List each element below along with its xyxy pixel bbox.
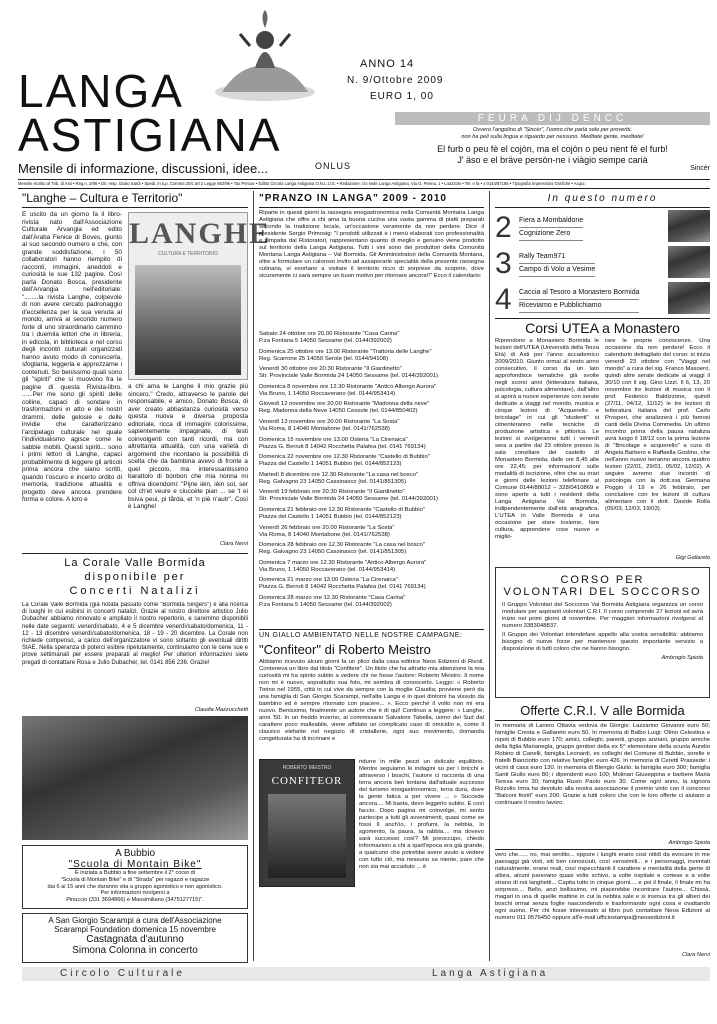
pranzo-event bbox=[259, 542, 484, 556]
toc-item-titles bbox=[519, 215, 583, 241]
toc-photo-3 bbox=[668, 282, 710, 314]
toc-item-titles bbox=[519, 287, 639, 313]
offerte-text: In memoria di Lanero Ottavia vedova de Giorgis: Lazzarino Giovanni euro 50; famiglie Cresta e Gallareto euro 50. In memoria di Balbo Luigi: Olmo Celestina e nipoti di Bubbio euro 170; amici, colleghi, parenti, gruppo anziani, gruppo amiche della figlia Marianegla, gruppo genitori della ex 5^ elementare della scuola Aurelio Robino di Canelli, famiglia Leonardi, ex colleghi del Comune di Bubbio, sorelle e fratelli Bianciotto con relative famiglie: euro 426. In memoria di Ceretti Prassede: i vicini di casa euro 130. In memoria di Blengio Giulio: la famiglia euro 300; famiglia Santi Giulio euro 80; i dipendenti euro 100; Molinari Giuseppina e barbere Maria Teresa euro 30; famiglia Rusin Paolo euro 30. Come ogni anno, la signora Rizzolio Irma ha devoluto alla nostra associazione il premio vinto con il concorso "Balconi fioriti" euro 200. Grazie a tutti coloro che con le loro offerte ci aiutano a continuare il nostro lavoro. bbox=[495, 723, 710, 806]
langhe-cover-image bbox=[128, 212, 272, 380]
pranzo-event bbox=[259, 472, 484, 486]
confiteor-text-2: ridurre in mille pezzi un delicato equilibrio. Mentre seguiamo le indagini su per i bricchi e attraverso i boschi, l'autore ci racconta di una terra ancora ben lontana dall'attuale successo del turismo enogastronomico, terra dura, dove la gente fatica a per vivere ... » Succede ancora.... Mi basta, devo leggerlo subito. E così faccio. Dopo pagina mi coinvolge, mi sento partecipe a tutti gli avvenimenti, quasi come se fossi lì anch'io, i profumi, la nebbia, lo sgomento, la paura, la rabbia.... ma dovevo sarà successo così? Mi preoccupo, chiedo informazioni a chi a quell'epoca era già grande, a qualcuno che potrebbe avere avuto a vedere con tutto ciò, ma nessuno sa niente, pare che non sia mai accaduto ... è bbox=[359, 759, 484, 870]
langhe-title-rule bbox=[22, 207, 248, 208]
pranzo-event-date: Domenica 25 ottobre ore 13.00 Ristorante "Trattoria delle Langhe" bbox=[259, 348, 432, 355]
pranzo-event-address: Via Roma, 8 14040 Montabone (tel. 0141/762538) bbox=[259, 425, 390, 432]
bubbio-text-2: "Scuola di Montain Bike" e di "Strada" per ragazzi e ragazze bbox=[60, 876, 210, 883]
pranzo-intro: Riparte in questi giorni la rassegna enogastronomica nella Comunità Montana Langa Astigiana che offre a chi ama la buona cucina una vasta gamma di piatti preparati secondo la tradizione locale, un'occasione veramente da non perdere. Dice il presidente Sergio Primosig: "I prodotti utilizzati e i menù elaborati con professionalità e simpatia dai Ristoratori, rappresentano quanto di meglio e genuino viene prodotto sul territorio della Langa Astigiana. Tutti i vini sono dei produttori della Comunità Montana Langa Astigiana – Val Bormida. Gli Amministratori della Comunità Montana, oltre a formulare un caloroso invito ad assaporarle specialità della presente rassegna culinaria, vi esortano a visitare il territorio ricco di sorprese da scoprire, dove sicuramente ci sarà sempre un buon motivo per ritornare ancora!!" Ecco il calendario: bbox=[259, 210, 484, 279]
bubbio-text-4: Per informazioni rivolgersi a bbox=[100, 890, 170, 897]
masthead-title-astigiana: ASTIGIANA bbox=[18, 109, 282, 161]
pranzo-event-address: Piazza G. Berruti 8 14042 Rocchetta Palafea (tel. 0141 769134) bbox=[259, 584, 426, 591]
offerte-rule bbox=[495, 720, 710, 721]
langhe-signature: Clara Nervi bbox=[220, 541, 248, 547]
bubbio-box bbox=[22, 845, 248, 909]
pranzo-event bbox=[259, 419, 484, 433]
feura-proverb-1: El furb o peu fè el cojòn, ma el cojòn o peu nent fè el furb! bbox=[437, 143, 668, 154]
onlus-label: ONLUS bbox=[315, 161, 352, 171]
pranzo-event bbox=[259, 366, 484, 380]
corale-title-3: Concerti Natalizi bbox=[69, 585, 201, 597]
pranzo-event bbox=[259, 437, 484, 451]
confiteor-kicker: UN GIALLO AMBIENTATO NELLE NOSTRE CAMPAGNE: bbox=[259, 632, 463, 639]
pranzo-event-address: Via Roma, 8 14040 Montabone (tel. 0141/762538) bbox=[259, 531, 390, 538]
pranzo-event-date: Sabato 24 ottobre ore 20.00 Ristorante "Casa Carina" bbox=[259, 331, 400, 337]
toc-photo-2 bbox=[668, 246, 710, 278]
pranzo-event-date: Domenica 15 novembre ore 13.00 Osteria "La Cirenaica" bbox=[259, 436, 408, 443]
confiteor-top-rule bbox=[259, 629, 484, 630]
pranzo-event-date: Venerdì 26 febbraio ore 20.00 Ristorante "La Sosta" bbox=[259, 524, 395, 531]
masthead-title-line2 bbox=[18, 109, 282, 161]
pranzo-event bbox=[259, 595, 484, 609]
langhe-cover-photo bbox=[135, 265, 241, 375]
scarampi-text-3: Castagnata d'autunno bbox=[86, 934, 184, 945]
pranzo-event-address: Reg. Galvagno 23 14050 Cassinasco (tel. 0141/851305) bbox=[259, 549, 407, 556]
utea-signature: Gigi Gallareto bbox=[675, 555, 710, 561]
utea-top-rule bbox=[495, 318, 710, 319]
pranzo-event bbox=[259, 454, 484, 468]
pranzo-title-rule bbox=[259, 207, 484, 208]
toc-page-number: 2 bbox=[495, 211, 512, 244]
toc-item-title: Fiera a Mombaldone bbox=[519, 215, 583, 228]
pranzo-event bbox=[259, 560, 484, 574]
pranzo-event-address: Reg. Scarrone 25 14050 Serole (tel. 0144/94108) bbox=[259, 355, 389, 362]
pranzo-event-date: Domenica 22 novembre ore 12.30 Ristorante "Castello di Bubbio" bbox=[259, 454, 430, 461]
feura-box bbox=[395, 112, 710, 180]
utea-title: Corsi UTEA a Monastero bbox=[525, 320, 680, 336]
pranzo-event-date: Domenica 8 novembre ore 12.30 Ristorante "Antico Albergo Aurora" bbox=[259, 383, 437, 390]
scarampi-text-2: Scarampi Foundation domenica 15 novembre bbox=[54, 925, 216, 934]
bubbio-text-3: dai 6 ai 15 anni che daranno vita a gruppo agonistico e non agonistico. bbox=[47, 883, 223, 890]
corale-title-1: La Corale Valle Bormida bbox=[64, 557, 206, 569]
toc-page-number: 4 bbox=[495, 283, 512, 316]
volontari-text-2: Il Gruppo dei Volontari intendefare appello alla vostra sensibilità: abbiamo bisogno di nuove forze per mantenere questo importante servizio a disposizione di tutti coloro che ne hanno bisogno. bbox=[502, 632, 703, 652]
col-divider-1 bbox=[253, 191, 254, 961]
feura-intro-1: Ovvero l'angolino di "Sincèr", l'uomo che parla solo per proverbi, bbox=[472, 127, 633, 133]
langhe-cover-title: LANGHE bbox=[129, 217, 272, 250]
utea-text-col1: Riprendono a Monastero Bormida le lezioni dell'UTEA (Università della Terza Età) di Asti per l'anno accademico 2009/2010. Giunto ormai al sesto anno consecutivo, il corso da un lato approfondisce tematiche già svolte negli scorsi anni (letteratura italiana, psicologia, cultura alimentare), dall'altro si aprirà a nuove esperienze con serate dedicate a viaggi nel mondo, musica e cinque lezioni di "Acquerello e bricolage" in cui gli "studenti" si cimenteranno nelle tecniche di produzione artistica e pittorica. Le lezioni si svolgeranno tutti i venerdì sera a partire dal 23 ottobre presso la sala consiliare del castello di Monastero Bormida, dalle ore 8,45 alle ore 22,45; per informazioni sulle modalità di iscrizione, oltre che su orari e giorni delle lezioni telefonare al Comune 0144/88012 – 328/0410869 e sono aperte a tutti i residenti della Langa Astigiana Val Bormida, indipendentemente dall'età anagrafica. L'UTEA in Valle Bormida è una occasione per stare insieme, fare cultura, apprendere cose nuove e miglio- bbox=[495, 338, 599, 540]
pranzo-event bbox=[259, 384, 484, 398]
confiteor-book-author: ROBERTO MEISTRO bbox=[282, 765, 332, 771]
pranzo-event bbox=[259, 525, 484, 539]
scarampi-text-1: A San Giorgio Scarampi a cura dell'Associazione bbox=[48, 916, 222, 925]
in-questo-numero-rule bbox=[495, 207, 710, 208]
confiteor-book-art bbox=[268, 794, 346, 878]
confiteor-book-title: CONFITEOR bbox=[271, 775, 343, 787]
masthead-subtitle: Mensile di informazione, discussioni, idee... bbox=[18, 161, 269, 176]
toc-item-titles bbox=[519, 251, 595, 277]
confiteor-text-1: Abbiamo ricevuto alcuni giorni fa un plico dalla casa editrice Neos Edizioni di Rivoli. Conteneva un libro dal titolo "Confiteor". Un titolo che ha attratto mia attenzione la mia curiosità mi ha spinto subito a vedere chi ne fosse l'autore: Roberto Meistro. Il nome non mi è nuovo, soprattutto sua foto, mi sembra di conoscerlo. Leggo: « Roberto Torino nel 1955, città in cui vive da sempre con la moglie Claudia; proviene però da una famiglia di San Giorgio Scarampi, nell'alta Langa e in quei dintorni ha vissuto da bambino ed è sempre ritornato con piacere... ». Ecco perché il volto non mi era nuovo. Benissimo, finalmente un autore che è di qui! Continuo a leggere: « Langhe, anni '50. In un freddo inverno, al commissario Salvatore Tabella, uomo del Sud dal carattere poco malleabile, viene affidato un complicato caso di omicidio e, come il classico elefante nel negozio di cristallerie, ogni suo movimento, domanda congetturata ha di incrinare e bbox=[259, 659, 484, 742]
pranzo-event-date: Domenica 21 marzo ore 13.00 Osteria "La Cirenaica" bbox=[259, 577, 398, 584]
scarampi-box bbox=[22, 913, 248, 963]
feura-intro-2: non ha peli sulla lingua e riguardo per nessuno. Meditate gente, meditate! bbox=[461, 133, 644, 140]
pranzo-event bbox=[259, 507, 484, 521]
pranzo-event-date: Domenica 28 marzo ore 12.30 Ristorante "Casa Carina" bbox=[259, 594, 406, 601]
toc-list bbox=[495, 210, 665, 318]
pranzo-event-date: Domenica 28 febbraio ore 12.30 Ristorante "La casa nel bosco" bbox=[259, 542, 425, 549]
toc-item-title: Campo di Volo a Vesime bbox=[519, 264, 595, 277]
toc-item[interactable] bbox=[495, 210, 665, 246]
confiteor-continuation: vero che...... no, mai sentito... eppure i luoghi erano così nitidi da evocare in me paesaggi già visti, siti ben conosciuti, così verosimili... e i personaggi, inventati naturalmente, erano reali, così rispecchianti il carattere e mentalità della gente di allora, alcuni parevano quasi volte schivo, a volte ospitale e cortese e a volte strano di noi langhetti... Capita tutto in cinque giorni.... e poi il finale, il finale mi ha sorpreso.... Bello, anzi bellissimo, mi piacerebbe incontrare l'autore... Chissà, magari in una di quelle mattine in cui la nebbia sale e si insinua tra gli alberi dei boschi ormai senza foglie nascondendo e trasformando ogni cosa e ovattando ogni suono. Per chi fosse interessato al libro può contattare Neos Edizioni al numero 011 9576450 oppure all'e-mail ufficiostampa@neosedizioni.it bbox=[495, 852, 710, 921]
masthead-title-line1 bbox=[18, 65, 184, 117]
pranzo-event-address: Via Bruno, 1 14050 Roccaverano (tel. 0144/953414) bbox=[259, 390, 396, 397]
pranzo-event-address: Reg. Galvagno 23 14050 Cassinasco (tel. 0141/851305) bbox=[259, 478, 407, 485]
pranzo-event-address: Via Bruno, 1 14050 Roccaverano (tel. 0144/953414) bbox=[259, 566, 396, 573]
volontari-box bbox=[495, 567, 710, 698]
pranzo-event-address: Piazza del Castello 1 14051 Bubbio (tel. 0144/852123) bbox=[259, 461, 402, 468]
scarampi-text-4: Simona Colonna in concerto bbox=[72, 945, 198, 956]
issue-price: EURO 1, 00 bbox=[370, 91, 434, 102]
pranzo-event-date: Venerdì 19 febbraio ore 20.30 Ristorante "Il Giardinetto" bbox=[259, 489, 405, 496]
utea-text-col2: rare le proprie conoscenze. Una occasione da non perdere! Ecco il calendario dettagliato del corso: si inizia venerdì 23 ottobre con "Viaggi nel mondo" a cura del sig. Franco Masoero, quindi altre serate dedicate ai viaggi il 30/10 con il sig. Gino Lizzi. Il 6, 13, 20 novembre tre lezioni di musica con il prof. Federico Baldizzone, quindi (27/11, 04/12, 11/12) le tre lezioni di letteratura italiana del prof. Carlo Prosperi, che analizzerà i più famosi canti della Divina Commedia. Un ultimo incontro prima della pausa natalizia avrà luogo il 18/12 con la prima lezione di "Bricolage e acquerello" a cura di Angela Barbero e Raffaella Goslino, che nell'anno nuovo terranno ancora quattro lezioni (22/01, 29/01, 05/02, 12/02). A seguire avremo due incontri di psicologia con la dott.ssa Germana Poggio il 19 e 26 febbraio, per concludere con tre lezioni di cultura alimentare con il dott. Davide Rolla (05/03, 12/03, 19/03). bbox=[605, 338, 710, 512]
pranzo-event-date: Giovedì 12 novembre ore 20.00 Ristorante "Madonna della neve" bbox=[259, 401, 430, 408]
in-questo-numero-title: In questo numero bbox=[547, 193, 658, 204]
corale-title-2: disponibile per bbox=[84, 571, 186, 583]
pranzo-event-address: Str. Provinciale Valle Bormida 24 14050 Sessame (tel. 0144/392001) bbox=[259, 373, 439, 380]
corale-text: La Corale Valle Bormida (già notata passato come "Bormida Singers") è alla ricerca di luoghi in cui esibirsi in concerti natalizi. Grazie al nostro direttore artistico Julio Dubacher abbiamo rinnovato e ampliato il nostro repertorio, e saremmo disponibili nelle date seguenti: venerdì/sabato, 4 e 5 dicembre venerdì/sabato/domenica, 11 - 12 - 13 dicembre venerdì/sabato/domenica, 18 - 19 - 20 dicembre. La Corale non richiede compenso, a carico dell'organizzatore vi sono soltanto gli eventuali diritti SIAE. Nella speranza di poterci esibire ripetutamente, continuiamo con le cene sue e prove settimanali per essere preparati al meglio! Per ulteriori informazioni siete pregati di contattare Rosa e Julio Dubacher, tel. 0141 856 236. Grazie! bbox=[22, 602, 248, 666]
volontari-title-1: CORSO PER bbox=[560, 574, 645, 586]
toc-item-title: Cognizione Zero bbox=[519, 228, 583, 241]
pranzo-event-address: Piazza del Castello 1 14051 Bubbio (tel. 0144/852123) bbox=[259, 513, 402, 520]
pranzo-event bbox=[259, 401, 484, 415]
pranzo-event bbox=[259, 331, 484, 345]
offerte-bottom-rule bbox=[495, 849, 710, 850]
masthead-logo bbox=[210, 6, 320, 104]
toc-item[interactable] bbox=[495, 282, 665, 318]
pranzo-event bbox=[259, 489, 484, 503]
toc-item[interactable] bbox=[495, 246, 665, 282]
pranzo-event-address: Str. Provinciale Valle Bormida 24 14050 Sessame (tel. 0144/392001) bbox=[259, 496, 439, 503]
volontari-signature: Ambrogio Spiota bbox=[661, 655, 703, 661]
toc-item-title: Rally Team971 bbox=[519, 251, 595, 264]
pranzo-event-date: Domenica 7 marzo ore 12.30 Ristorante "Antico Albergo Aurora" bbox=[259, 559, 427, 566]
offerte-signature: Ambrogio Spiota bbox=[668, 840, 710, 846]
pranzo-title: "PRANZO IN LANGA" 2009 - 2010 bbox=[259, 193, 447, 204]
toc-item-title: Riceviamo e Pubblichiamo bbox=[519, 300, 639, 313]
langhe-text-col2: a chi ama le Langhe il mio grazie più sincero." Credo, attraverso le parole del responsabile, e amico, Donato Bosca, di aver creato abbastanza curiosità verso questa nuova e diversa proposta editoriale, ricca di immagini colorissime, sapientemente impaginate, di testi coinvolgenti con tanti ricordi, ma con altrettanta attualità, con una varietà di argomenti che ricordano la possibilità di scelta che da bambina avevo di fronte a quel piccolo, ma interessantissimo barattolo di bonbon che mia nonna mi offriva dicendomi: "Pijne ièin, ièin sol, ser col ch'et veure e ciuccète pian ... se 't ei bsiva peui, pi tårda, et 'n piè n'autr". Così è Langhe! bbox=[128, 383, 248, 510]
corale-top-rule bbox=[22, 553, 248, 554]
feura-proverb-2: J' äso e el bräve persòn-ne i viàgio sempe carià bbox=[457, 154, 648, 165]
feura-sign: Sincèr bbox=[690, 164, 710, 172]
bubbio-subtitle: "Scuola di Montain Bike" bbox=[68, 859, 202, 870]
footer-left-text: Circolo Culturale bbox=[60, 968, 185, 979]
feura-title: FEURA DIJ DENCC bbox=[395, 112, 710, 125]
corale-signature: Claudia Mazzucchetti bbox=[194, 707, 248, 713]
bubbio-title: A Bubbio bbox=[114, 848, 156, 859]
langhe-text-col1: È uscito da un giorno fa il libro-rivista nato dall'Associazione Culturale Arvangia ed edito dall'Araba Fenice di Boves, giunto al suo secondo numero e che, con grande soddisfazione, i 50 collaboratori hanno riempito di racconti, immagini, aneddoti e curiosità le sue 132 pagine. Così parla Donato Bosca, presidente dell'Arvangia nell'editoriale: "........la rivista Langhe, colpevole di non avere cercato padronaggio d'eccellenza per la sua venuta al mondo, arriva al secondo numero forte di uno straordinario cammino tra i duemila lettori che in libreria, in edicola, in biblioteca e nel corso degli incontri culturali organizzati hanno avuto modo di conoscerla, sfogliarla, leggerla e apprezzarne i contenuti. So benissimo quali sono gli "spiriti" che si muovono fra le pagine di questa Rivista-libro. ......Per me sono gli spiriti delle colline, capaci di sondare in trasformazioni in atto e dei nostri drammi, delle gelosie e delle invidie che caratterizzano l'arcipelago culturale nel quale l'individualismo agisce come le sabbie mobili. Questi spiriti... sono i primi lettori di Langhe, capaci probabilmente di leggere gli articoli prima ancora che siano scritti, quando l'oscuro e incerto ordito di memoria, tradizione attualità e progetto deve ancora prendere forma e colore. A loro e bbox=[22, 211, 122, 503]
pranzo-event-date: Martedì 8 dicembre ore 12.30 Ristorante "La casa nel bosco" bbox=[259, 471, 419, 478]
offerte-title: Offerte C.R.I. V alle Bormida bbox=[520, 703, 685, 718]
pranzo-event-date: Venerdì 30 ottobre ore 20.30 Ristorante "Il Giardinetto" bbox=[259, 366, 402, 373]
confiteor-continuation-signature: Clara Nervi bbox=[682, 952, 710, 958]
issue-year: ANNO 14 bbox=[360, 58, 415, 70]
masthead-rule-2 bbox=[18, 188, 710, 189]
masthead-rule bbox=[18, 179, 710, 180]
pranzo-event bbox=[259, 577, 484, 591]
volontari-title-2: VOLONTARI DEL SOCCORSO bbox=[503, 586, 702, 598]
pranzo-event-address: Reg. Madonna della Neve 14050 Cessole (tel. 0144/850402) bbox=[259, 408, 418, 415]
pranzo-event-date: Venerdì 13 novembre ore 20.00 Ristorante "La Sosta" bbox=[259, 418, 400, 425]
pranzo-event-date: Domenica 21 febbraio ore 12.30 Ristorante "Castello di Bubbio" bbox=[259, 506, 425, 513]
pranzo-event bbox=[259, 349, 484, 363]
bubbio-text-5: Pinuccio (331 3694866) e Massimiliano (3475127715)". bbox=[66, 897, 204, 904]
masthead-title-langa: LANGA bbox=[18, 65, 184, 117]
confiteor-title: "Confiteor" di Roberto Meistro bbox=[259, 642, 431, 657]
pranzo-event-address: P.za Fontana 5 14050 Sessame (tel. 0144/392002) bbox=[259, 338, 392, 344]
toc-page-number: 3 bbox=[495, 247, 512, 280]
col-divider-2 bbox=[489, 191, 490, 961]
masthead-legal: Mensile iscritto al Trib. di Asti • Reg.n. 2/96 • Dir. resp. Giulio Sardi • Spedi. in a.p. Comma 20/c art 2 Legge 662/96 • Tax Percue • Editto Circolo Langa Astigiana O.N.L.U.S. • Redazione: c/o sede Langa Astigiana, Via G. Penna, 1 • Loazzolo • Tel. e fa • x 0144/87185 • Tipografia Impressioni Grafiche • Acqui. bbox=[18, 181, 586, 186]
issue-number: N. 9/Ottobre 2009 bbox=[347, 75, 444, 86]
pranzo-event-address: Piazza G. Berruti 8 14042 Rocchetta Palafea (tel. 0141 769134) bbox=[259, 443, 426, 450]
langhe-title: "Langhe – Cultura e Territorio" bbox=[22, 191, 183, 205]
footer-right-text: Langa Astigiana bbox=[432, 968, 549, 979]
bubbio-text-1: È iniziata a Bubbio a fine settembre il 2° corso di bbox=[74, 870, 196, 876]
confiteor-book-cover bbox=[259, 759, 355, 887]
volontari-text-1: Il Gruppo Volontari del Soccorso Val Bormida Astigiana organizza un corso modulare per aspiranti volontari C.R.I. Il corso comprende 27 lezioni ed avrà inizio nei primi giorni di novembre. Per maggiori informazioni rivolgersi al numero 3383048837. bbox=[502, 602, 703, 629]
pranzo-events-list bbox=[259, 331, 484, 613]
pranzo-event-address: P.za Fontana 5 14050 Sessame (tel. 0144/392002) bbox=[259, 601, 392, 608]
corale-photo bbox=[22, 716, 248, 840]
toc-item-title: Caccia al Tesoro a Monastero Bormida bbox=[519, 287, 639, 300]
langhe-cover-sub: CULTURA E TERRITORIO bbox=[158, 251, 218, 257]
toc-photo-1 bbox=[668, 210, 710, 242]
